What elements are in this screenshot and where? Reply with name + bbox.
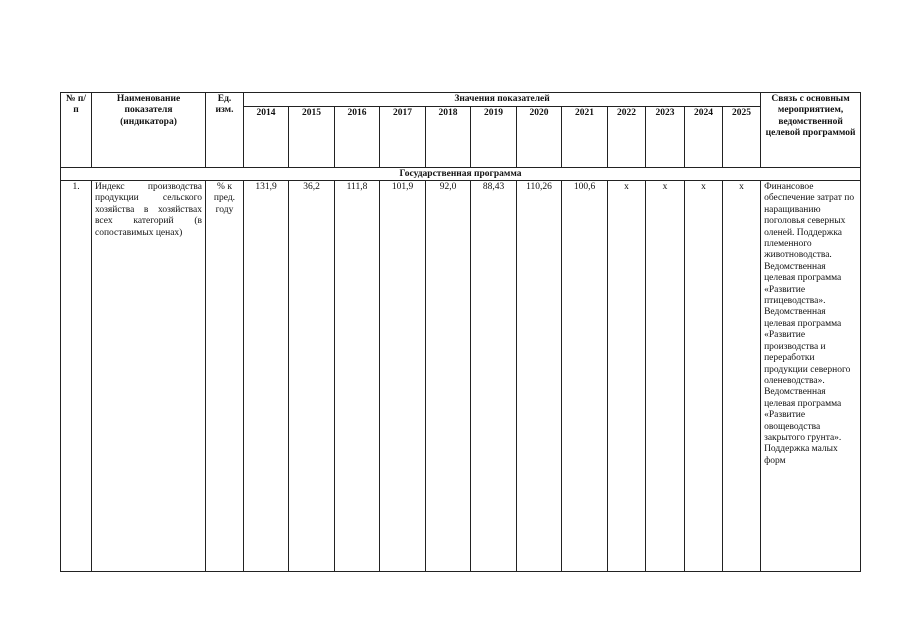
header-year: 2019 <box>471 107 517 168</box>
header-year: 2023 <box>646 107 685 168</box>
indicator-value: 100,6 <box>562 181 608 572</box>
header-year: 2025 <box>723 107 761 168</box>
indicator-value: 110,26 <box>517 181 562 572</box>
section-row <box>61 168 861 181</box>
header-year: 2024 <box>685 107 723 168</box>
row-number: 1. <box>61 181 92 572</box>
section-title: Государственная программа <box>61 168 861 181</box>
program-link-cell <box>761 181 861 572</box>
header-num: № п/п <box>61 93 92 168</box>
header-name: Наименование показателя (индикатора) <box>92 93 206 168</box>
header-year: 2022 <box>608 107 646 168</box>
header-year: 2016 <box>335 107 380 168</box>
indicator-name: Индекс производства продукции сельского хозяйства в хозяйствах всех категорий (в сопоставимых ценах) <box>95 182 202 238</box>
header-unit: Ед. изм. <box>206 93 244 168</box>
table-row <box>61 181 861 572</box>
indicator-value: 101,9 <box>380 181 426 572</box>
indicator-value: х <box>723 181 761 572</box>
header-row-top <box>61 93 861 107</box>
header-year: 2020 <box>517 107 562 168</box>
indicator-unit: % к пред. году <box>206 181 244 572</box>
indicator-value: 88,43 <box>471 181 517 572</box>
indicator-value: 131,9 <box>244 181 289 572</box>
header-year: 2017 <box>380 107 426 168</box>
indicators-table <box>60 92 861 572</box>
header-year: 2021 <box>562 107 608 168</box>
program-link: Финансовое обеспечение затрат по наращиванию поголовья северных оленей. Поддержка племенного животноводства. Ведомственная целевая программа «Развитие птицеводства». Ведомственная целевая программа «Развитие производства и переработки продукции северного оленеводства». Ведомственная целевая программа «Развитие овощеводства закрытого грунта». Поддержка малых форм <box>764 182 855 466</box>
indicator-value: 92,0 <box>426 181 471 572</box>
header-values-group: Значения показателей <box>244 93 761 107</box>
indicator-name-cell <box>92 181 206 572</box>
indicator-value: х <box>685 181 723 572</box>
header-year: 2018 <box>426 107 471 168</box>
indicator-value: 36,2 <box>289 181 335 572</box>
indicator-value: х <box>608 181 646 572</box>
indicator-value: х <box>646 181 685 572</box>
header-year: 2014 <box>244 107 289 168</box>
header-year: 2015 <box>289 107 335 168</box>
header-link: Связь с основным мероприятием, ведомственной целевой программой <box>761 93 861 168</box>
indicator-value: 111,8 <box>335 181 380 572</box>
